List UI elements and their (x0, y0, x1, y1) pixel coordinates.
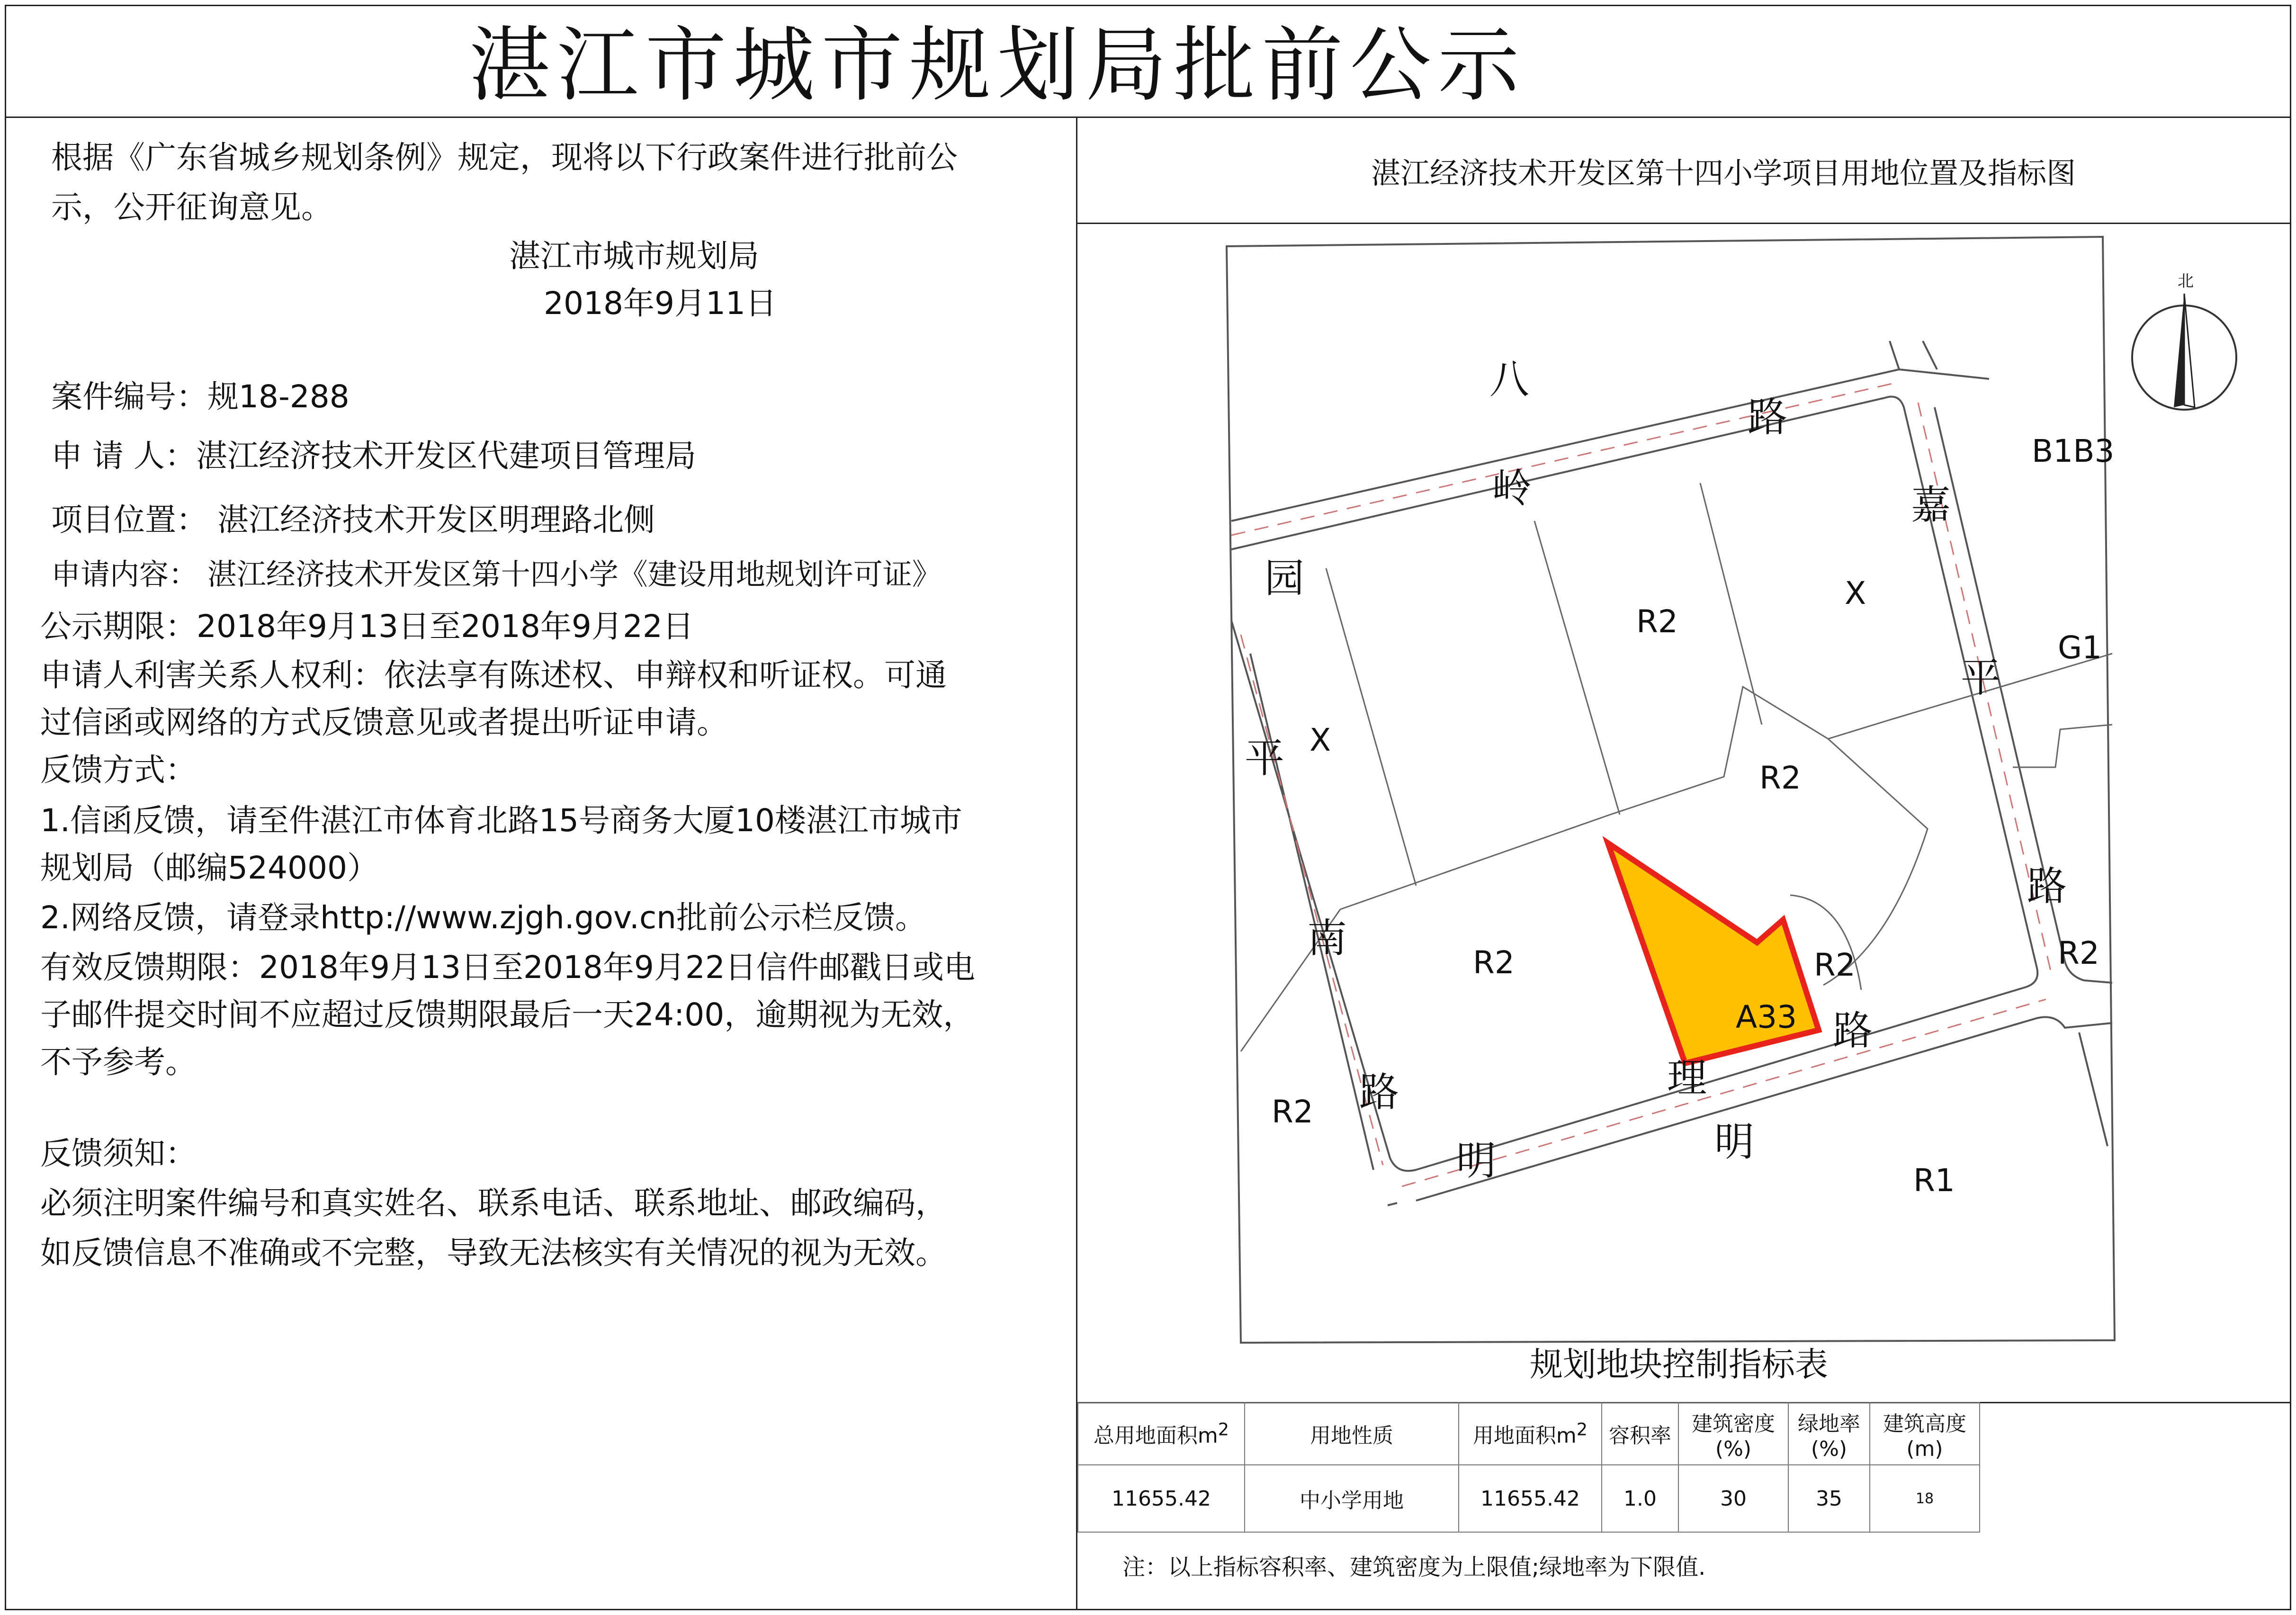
rights-line-2: 过信函或网络的方式反馈意见或者提出听证申请。 (40, 704, 728, 741)
zone-label: R1 (1913, 1162, 1955, 1199)
notice-date: 2018年9月11日 (544, 285, 777, 322)
feedback-letter-2: 规划局（邮编524000） (40, 850, 378, 886)
zone-label: R2 (1759, 760, 1801, 796)
road-label: 路 (2027, 863, 2067, 909)
road-label: 南 (1307, 915, 1347, 961)
title-divider (5, 117, 2291, 118)
zone-label: R2 (1636, 603, 1678, 640)
intro-line-1: 根据《广东省城乡规划条例》规定，现将以下行政案件进行批前公 (51, 139, 958, 176)
zone-label: G1 (2058, 629, 2102, 666)
zone-label: R2 (1272, 1094, 1313, 1130)
feedback-letter-1: 1.信函反馈，请至件湛江市体育北路15号商务大厦10楼湛江市城市 (40, 802, 962, 839)
north-arrow-icon (2132, 272, 2236, 410)
notes-line-1: 必须注明案件编号和真实姓名、联系电话、联系地址、邮政编码， (40, 1185, 947, 1221)
header-green: 绿地率 (%) (1788, 1402, 1870, 1465)
map-title: 湛江经济技术开发区第十四小学项目用地位置及指标图 (1371, 156, 2076, 190)
map-boundary (1227, 237, 2115, 1343)
table-note: 注：以上指标容积率、建筑密度为上限值;绿地率为下限值. (1122, 1554, 1706, 1580)
road-label: 平 (1245, 735, 1285, 781)
cell-far: 1.0 (1602, 1465, 1678, 1532)
deadline-line-2: 子邮件提交时间不应超过反馈期限最后一天24:00，逾期视为无效， (40, 996, 975, 1033)
intro-line-2: 示，公开征询意见。 (51, 189, 332, 225)
road-label: 岭 (1492, 465, 1532, 511)
zone-label: B1B3 (2032, 433, 2115, 469)
cell-green: 35 (1788, 1465, 1870, 1532)
road-label: 路 (1833, 1007, 1873, 1054)
cell-total-area: 11655.42 (1078, 1465, 1245, 1532)
road-label: 明 (1456, 1138, 1497, 1184)
rights-line-1: 申请人利害关系人权利：依法享有陈述权、申辩权和听证权。可通 (40, 657, 947, 693)
header-land-use: 用地性质 (1245, 1402, 1459, 1465)
zone-label: A33 (1736, 999, 1797, 1035)
road-label: 明 (1714, 1119, 1755, 1165)
road-label: 八 (1489, 356, 1530, 403)
project-location: 项目位置： 湛江经济技术开发区明理路北侧 (51, 502, 655, 538)
column-divider (1076, 117, 1077, 1610)
road-label: 路 (1748, 394, 1788, 440)
zone-label: R2 (2058, 935, 2099, 971)
deadline-line-3: 不予参考。 (40, 1044, 197, 1080)
cell-land-use: 中小学用地 (1245, 1465, 1459, 1532)
feedback-web: 2.网络反馈，请登录http://www.zjgh.gov.cn批前公示栏反馈。 (40, 899, 927, 936)
cell-density: 30 (1678, 1465, 1788, 1532)
road-label: 路 (1359, 1069, 1399, 1115)
road-label: 园 (1265, 555, 1305, 601)
cell-height: 18 (1870, 1465, 1980, 1532)
zone-label: X (1309, 722, 1331, 758)
header-far: 容积率 (1602, 1402, 1678, 1465)
zone-label: R2 (1473, 944, 1515, 981)
zone-label: X (1845, 575, 1866, 611)
north-label: 北 (2178, 272, 2194, 291)
road-labels (1245, 356, 2067, 1184)
zone-label: R2 (1814, 947, 1856, 983)
header-total-area: 总用地面积$m^2$ (1078, 1402, 1245, 1465)
header-land-area: 用地面积$m^2$ (1459, 1402, 1602, 1465)
application-content: 申请内容： 湛江经济技术开发区第十四小学《建设用地规划许可证》 (51, 557, 942, 592)
notes-heading: 反馈须知： (40, 1135, 197, 1172)
site-location-map (1080, 223, 2269, 1355)
page-title: 湛江市城市规划局批前公示 (469, 17, 1526, 113)
applicant: 申 请 人：湛江经济技术开发区代建项目管理局 (51, 438, 696, 474)
indicator-table-title: 规划地块控制指标表 (1530, 1345, 1828, 1384)
notes-line-2: 如反馈信息不准确或不完整，导致无法核实有关情况的视为无效。 (40, 1235, 947, 1271)
road-label: 嘉 (1911, 482, 1951, 528)
feedback-heading: 反馈方式： (40, 752, 197, 788)
road-label: 平 (1961, 655, 2001, 701)
road-label: 理 (1667, 1055, 1707, 1101)
header-density: 建筑密度 (%) (1678, 1402, 1788, 1465)
header-height: 建筑高度(m) (1870, 1402, 1980, 1465)
cell-land-area: 11655.42 (1459, 1465, 1602, 1532)
publicity-period: 公示期限：2018年9月13日至2018年9月22日 (40, 608, 694, 645)
case-number: 案件编号：规18-288 (51, 378, 350, 415)
issuer: 湛江市城市规划局 (509, 238, 759, 274)
indicator-table (1077, 1402, 1980, 1533)
deadline-line-1: 有效反馈期限：2018年9月13日至2018年9月22日信件邮戳日或电 (40, 949, 975, 986)
